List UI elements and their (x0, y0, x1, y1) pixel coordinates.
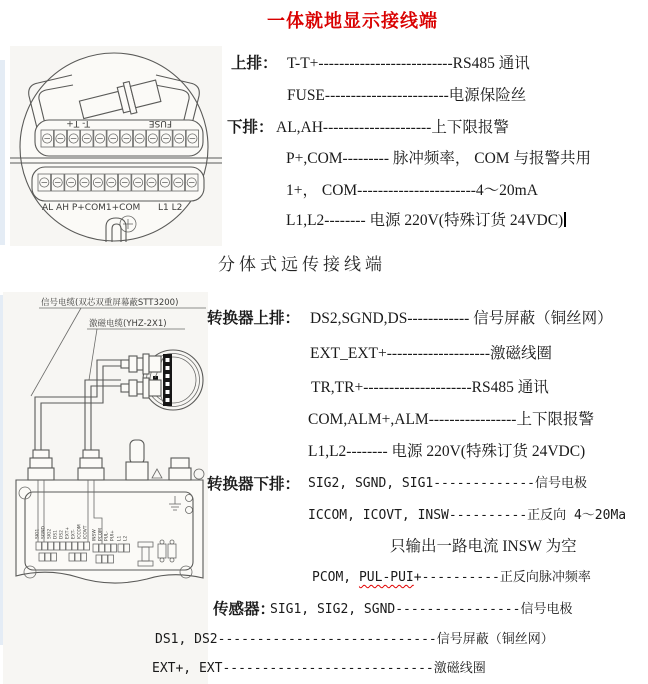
pin-label: EXT+ (65, 526, 71, 539)
pin-label: DS2 (59, 530, 65, 539)
pin-label: EXT- (71, 529, 77, 539)
scan-edge-tint-top (0, 60, 5, 245)
line-l1l2b: L1,L2-------- 电源 220V(特殊订货 24VDC) (308, 443, 586, 460)
pin-label: INSW (92, 529, 98, 541)
head-lower-row: 下排： (227, 119, 274, 136)
line-sensor-sig: SIG1, SIG2, SGND----------------信号电极 (270, 602, 573, 617)
line-ds: DS2,SGND,DS------------ 信号屏蔽（铜丝网） (310, 310, 613, 327)
pin-label: L1 (117, 535, 123, 541)
pin-label: SIG1 (35, 528, 41, 539)
signal-cable-label: 信号电缆(双芯双重屏幕蔽STT3200) (41, 298, 179, 308)
head-converter-lower: 转换器下排： (207, 476, 301, 493)
head-converter-upper: 转换器上排： (207, 310, 301, 327)
line-note: 只输出一路电流 INSW 为空 (390, 538, 577, 555)
line-icom: 1+， COM-----------------------4～20mA (286, 182, 538, 199)
pin-label: ICCOM (77, 524, 83, 539)
pin-label: PCOM (98, 528, 104, 541)
pin-label: L2 (123, 535, 129, 541)
lower-strip-label-left: AL AH P+COM1+COM (42, 203, 141, 213)
text-caret (564, 212, 566, 227)
line-ext: EXT_EXT+--------------------激磁线圈 (310, 345, 552, 362)
upper-strip-label-right: FUSE (148, 118, 172, 128)
head-upper-row: 上排： (231, 55, 278, 72)
pin-label: DS1 (53, 530, 59, 539)
pin-label: SGND (41, 526, 47, 539)
line-pcom2 (312, 571, 591, 585)
line-tt: T-T+--------------------------RS485 通讯 (287, 55, 530, 72)
upper-strip-label-left: T- T+ (66, 118, 90, 128)
page-title: 一体就地显示接线端 (267, 11, 438, 31)
pin-label: ICOVT (83, 525, 89, 539)
line-alah: AL,AH---------------------上下限报警 (276, 119, 509, 136)
head-sensor: 传感器： (213, 601, 276, 618)
pcom-prefix: PCOM, (312, 570, 359, 585)
pcom-suffix: +----------正反向脉冲频率 (413, 570, 591, 585)
upper-terminal-strip (35, 120, 203, 156)
pin-label: PUL- (104, 531, 110, 541)
line-tr: TR,TR+---------------------RS485 通讯 (311, 379, 549, 396)
pin-label: PUI+ (110, 530, 116, 541)
line-fuse: FUSE------------------------电源保险丝 (287, 87, 527, 104)
line-l1l2 (286, 212, 566, 229)
line-extx: EXT+, EXT---------------------------激磁线圈 (152, 661, 486, 676)
line-pcom: P+,COM--------- 脉冲频率， COM 与报警共用 (286, 150, 591, 167)
line-sig: SIG2, SGND, SIG1-------------信号电极 (308, 476, 587, 491)
remote-converter-diagram (3, 292, 208, 684)
excitation-cable-label: 激磁电缆(YHZ-2X1) (89, 319, 167, 329)
lower-strip-label-right: L1 L2 (158, 203, 183, 213)
section2-title: 分体式远传接线端 (218, 255, 386, 274)
line-alm: COM,ALM+,ALM-----------------上下限报警 (308, 411, 594, 428)
line-iccom: ICCOM, ICOVT, INSW----------正反向 4～20Ma (308, 508, 627, 523)
local-display-terminal-diagram (10, 46, 222, 246)
lower-terminal-strip (32, 167, 204, 201)
line-l1l2-text: L1,L2-------- 电源 220V(特殊订货 24VDC) (286, 212, 564, 229)
pin-label: SIG2 (47, 528, 53, 539)
pcom-spellcheck-word: PUL-PUI (358, 570, 414, 585)
line-ds12: DS1, DS2----------------------------信号屏蔽（铜丝网） (155, 632, 554, 647)
